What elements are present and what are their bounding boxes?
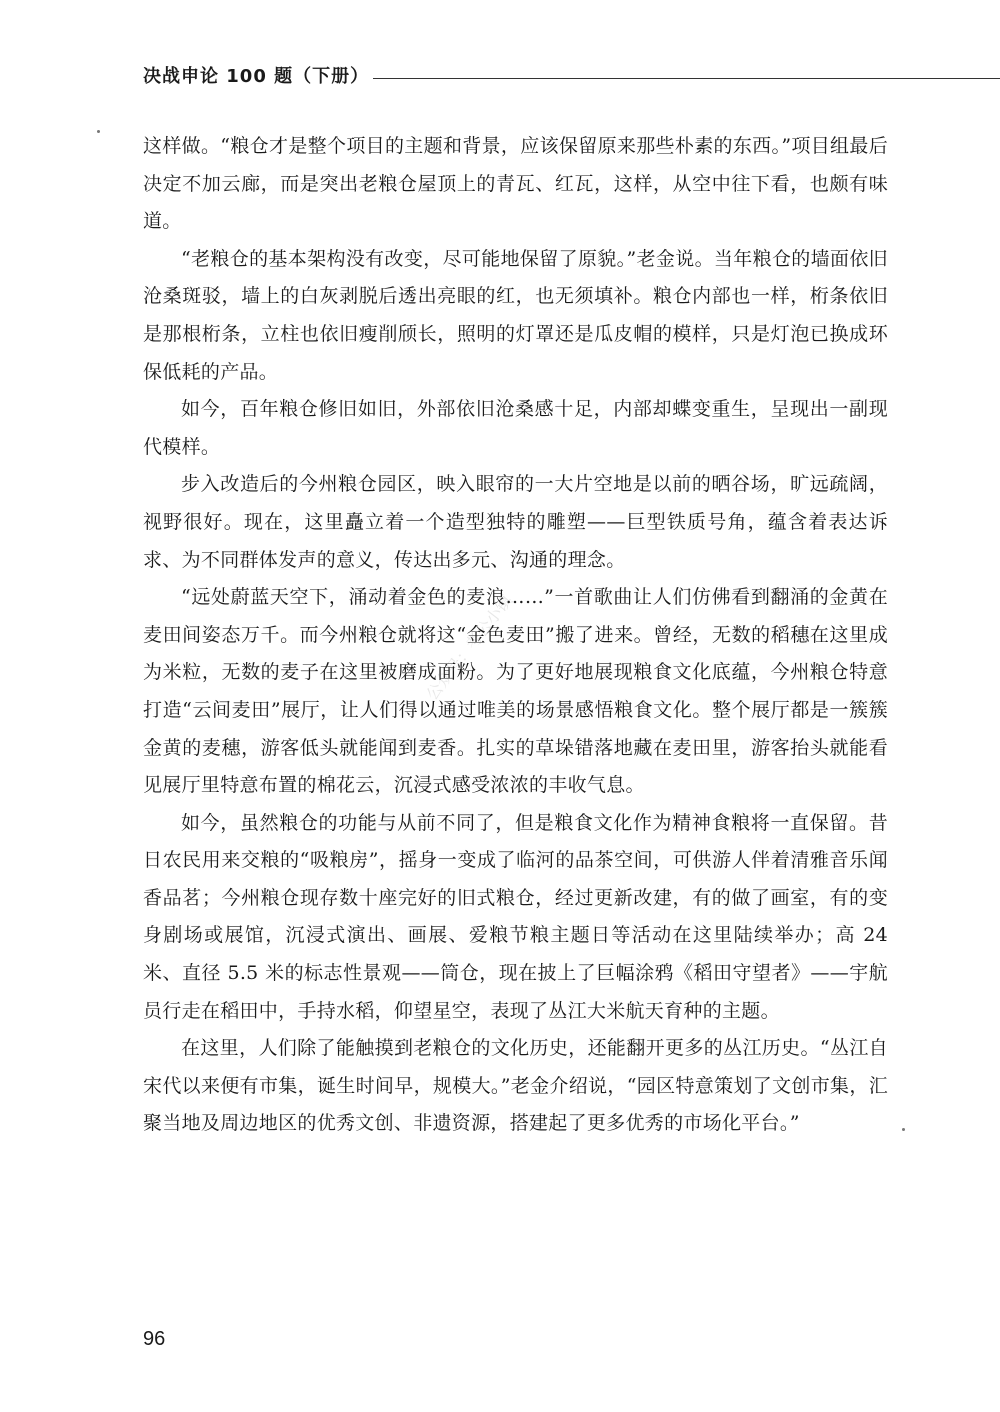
scan-dot: [902, 1128, 905, 1131]
paragraph: 如今，百年粮仓修旧如旧，外部依旧沧桑感十足，内部却蝶变重生，呈现出一副现代模样。: [143, 398, 888, 458]
paragraph: 如今，虽然粮仓的功能与从前不同了，但是粮食文化作为精神食粮将一直保留。昔日农民用来交粮的“吸粮房”，摇身一变成了临河的品茶空间，可供游人伴着清雅音乐闻香品茗；今州粮仓现存数十座完好的旧式粮仓，经过更新改建，有的做了画室，有的变身剧场或展馆，沉浸式演出、画展、爱粮节粮主题日等活动在这里陆续举办；高 24 米、直径 5.5 米的标志性景观——筒仓，现在披上了巨幅涂鸦《稻田守望者》——宇航员行走在稻田中，手持水稻，仰望星空，表现了丛江大米航天育种的主题。: [143, 811, 888, 1022]
scan-dot: [97, 130, 100, 133]
article-body: [143, 128, 888, 1143]
paragraph: 步入改造后的今州粮仓园区，映入眼帘的一大片空地是以前的晒谷场，旷远疏阔，视野很好。现在，这里矗立着一个造型独特的雕塑——巨型铁质号角，蕴含着表达诉求、为不同群体发声的意义，传达出多元、沟通的理念。: [143, 473, 888, 571]
paragraph: 在这里，人们除了能触摸到老粮仓的文化历史，还能翻开更多的丛江历史。“丛江自宋代以来便有市集，诞生时间早，规模大。”老金介绍说，“园区特意策划了文创市集，汇聚当地及周边地区的优秀文创、非遗资源，搭建起了更多优秀的市场化平台。”: [143, 1037, 888, 1135]
header-rule: [373, 78, 1000, 79]
paragraph: 这样做。“粮仓才是整个项目的主题和背景，应该保留原来那些朴素的东西。”项目组最后决定不加云廊，而是突出老粮仓屋顶上的青瓦、红瓦，这样，从空中往下看，也颇有味道。: [143, 135, 888, 233]
watermark: 公众号：考公小镇: [422, 590, 517, 704]
page-number: 96: [143, 1328, 166, 1350]
book-title: 决战申论 100 题（下册）: [143, 66, 370, 87]
paragraph: “老粮仓的基本架构没有改变，尽可能地保留了原貌。”老金说。当年粮仓的墙面依旧沧桑斑驳，墙上的白灰剥脱后透出亮眼的红，也无须填补。粮仓内部也一样，桁条依旧是那根桁条，立柱也依旧瘦削颀长，照明的灯罩还是瓜皮帽的模样，只是灯泡已换成环保低耗的产品。: [143, 247, 888, 383]
paragraph: “远处蔚蓝天空下，涌动着金色的麦浪……”一首歌曲让人们仿佛看到翻涌的金黄在麦田间姿态万千。而今州粮仓就将这“金色麦田”搬了进来。曾经，无数的稻穗在这里成为米粒，无数的麦子在这里被磨成面粉。为了更好地展现粮食文化底蕴，今州粮仓特意打造“云间麦田”展厅，让人们得以通过唯美的场景感悟粮食文化。整个展厅都是一簇簇金黄的麦穗，游客低头就能闻到麦香。扎实的草垛错落地藏在麦田里，游客抬头就能看见展厅里特意布置的棉花云，沉浸式感受浓浓的丰收气息。: [143, 586, 888, 797]
running-header: [143, 64, 903, 94]
